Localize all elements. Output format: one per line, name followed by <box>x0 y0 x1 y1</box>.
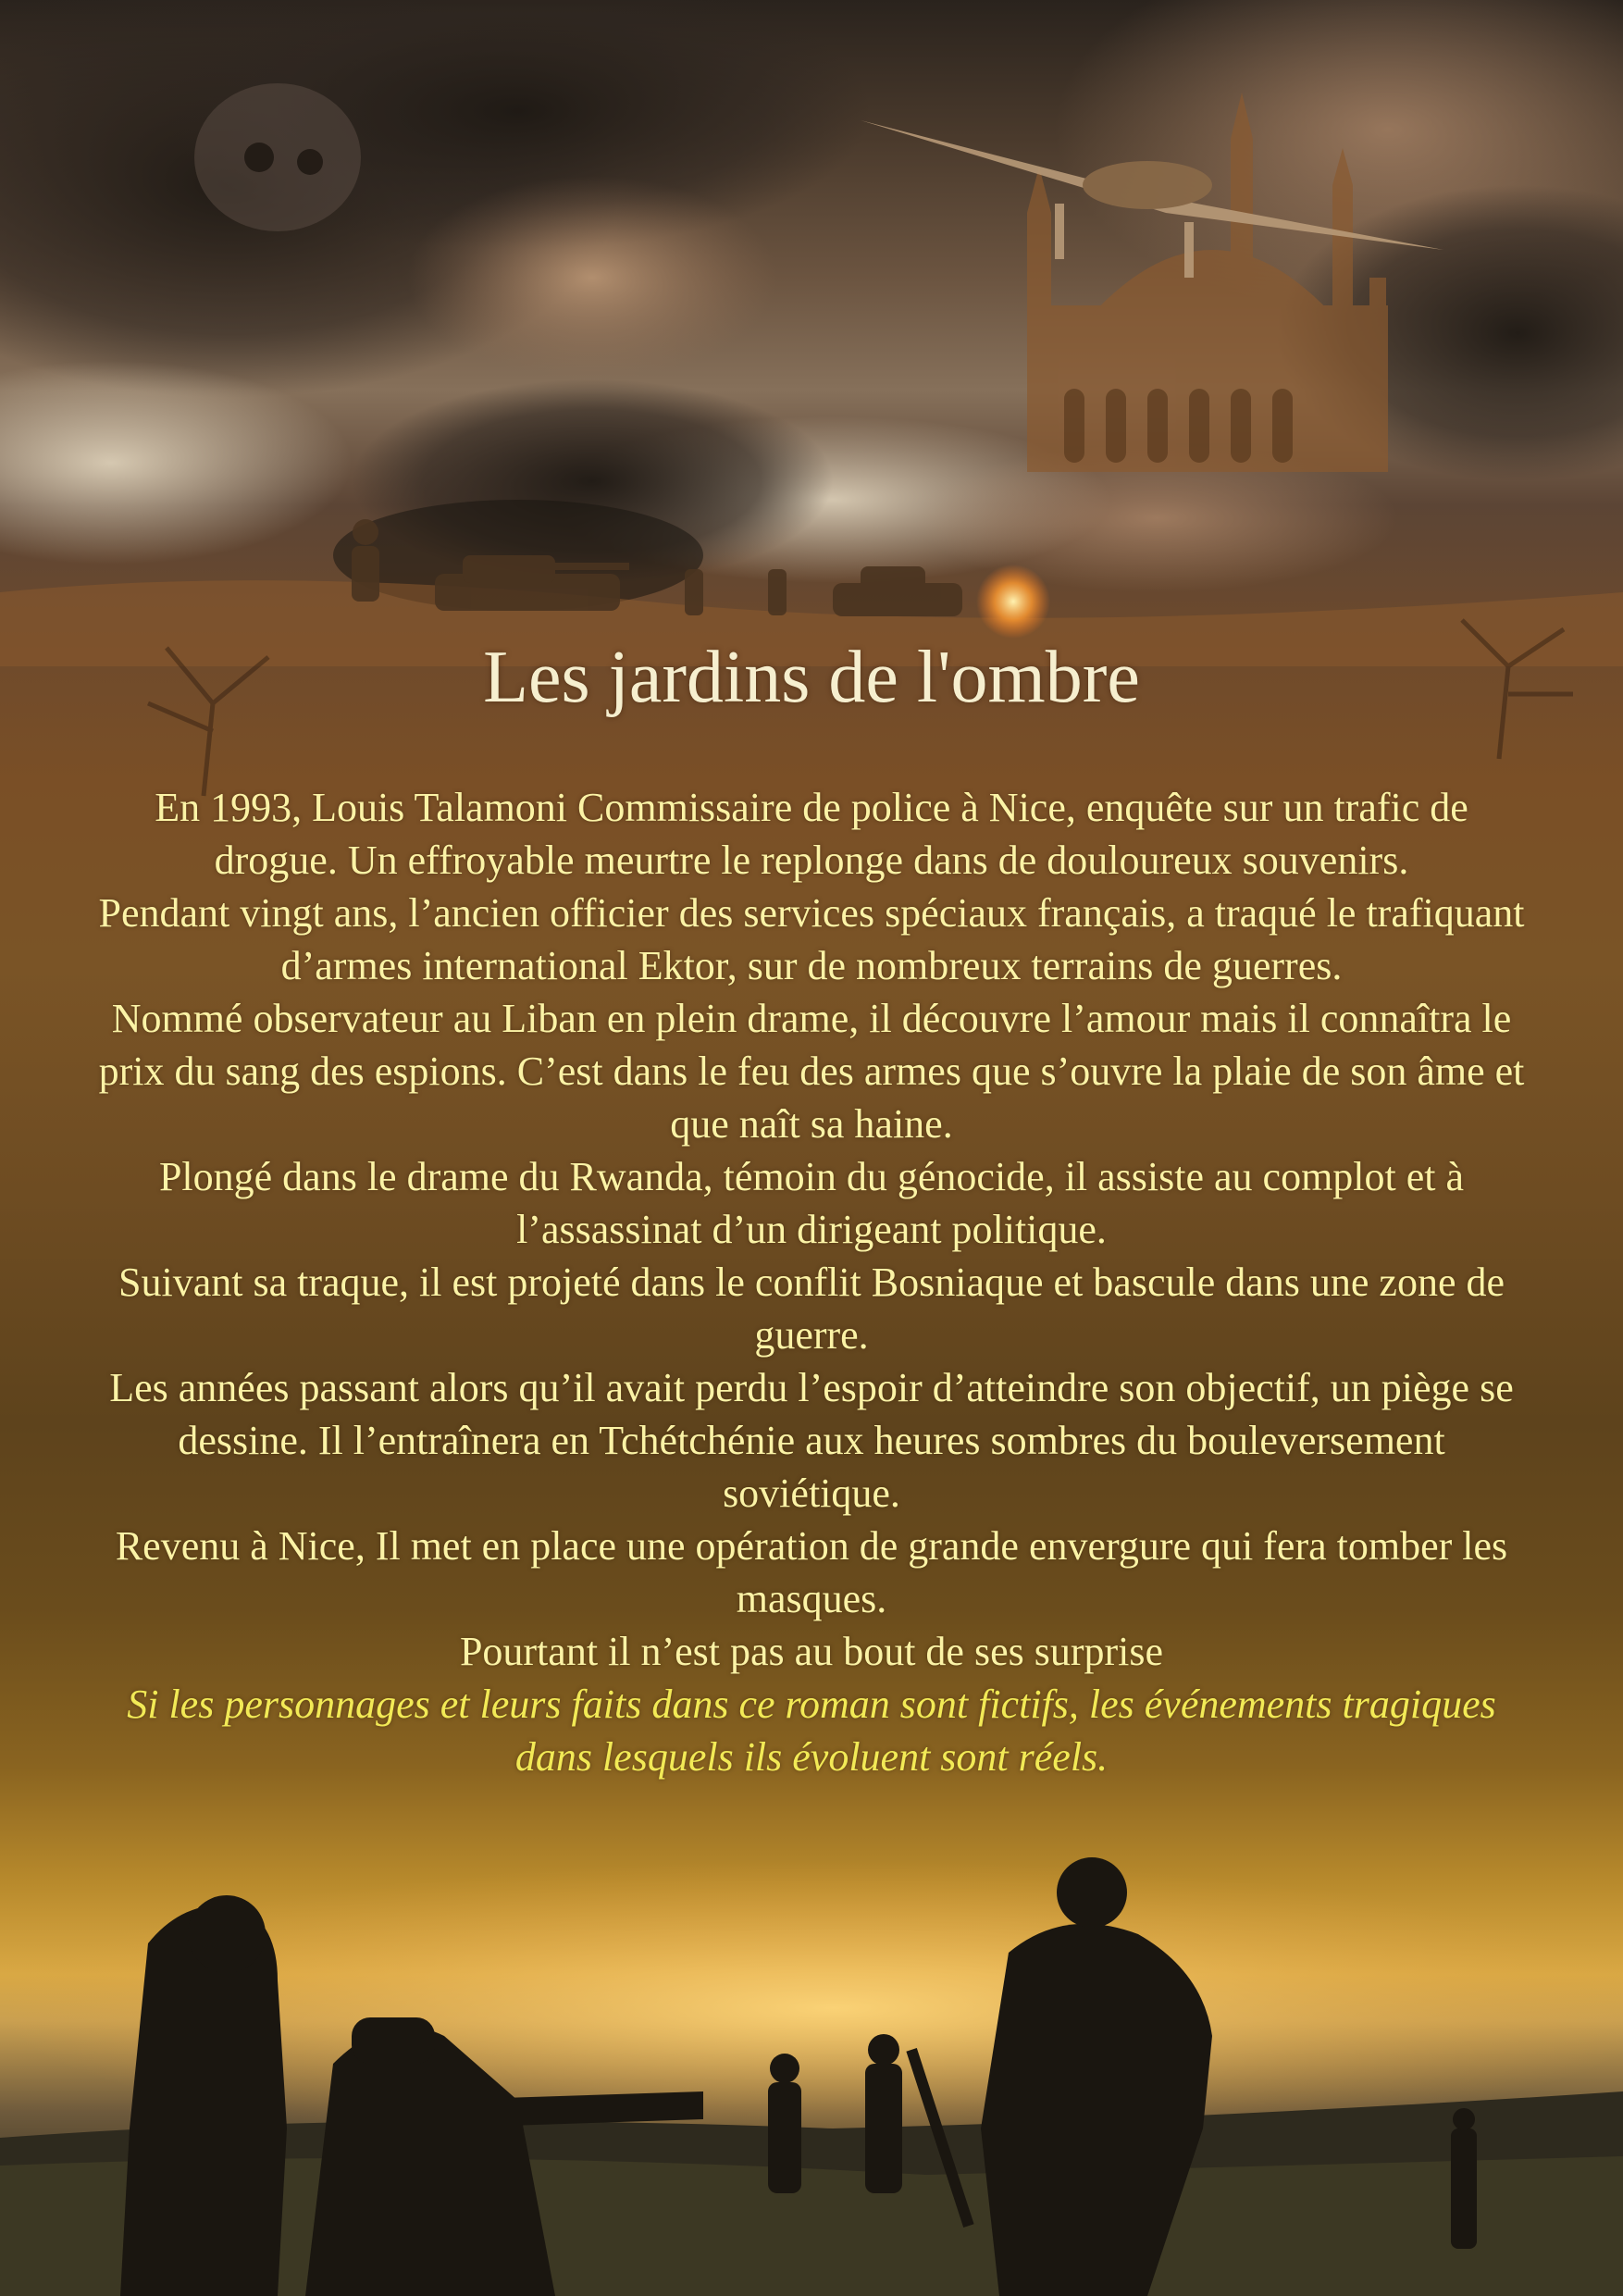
synopsis-paragraph: Revenu à Nice, Il met en place une opération de grande envergure qui fera tomber les masques. <box>115 1523 1508 1621</box>
synopsis-paragraph: En 1993, Louis Talamoni Commissaire de police à Nice, enquête sur un trafic de drogue. Un effroyable meurtre le replonge dans de douloureux souvenirs. <box>155 785 1468 883</box>
synopsis-paragraph: Pourtant il n’est pas au bout de ses surprise <box>459 1629 1164 1674</box>
synopsis-paragraph: Nommé observateur au Liban en plein drame, il découvre l’amour mais il connaîtra le prix du sang des espions. C’est dans le feu des armes que s’ouvre la plaie de son âme et que naît sa haine. <box>98 996 1525 1147</box>
synopsis <box>93 781 1530 1783</box>
synopsis-paragraph: Plongé dans le drame du Rwanda, témoin du génocide, il assiste au complot et à l’assassinat d’un dirigeant politique. <box>158 1154 1465 1252</box>
synopsis-paragraph: Suivant sa traque, il est projeté dans le conflit Bosniaque et bascule dans une zone de guerre. <box>118 1260 1505 1358</box>
fiction-disclaimer: Si les personnages et leurs faits dans ce roman sont fictifs, les événements tragiques dans lesquels ils évoluent sont réels. <box>127 1682 1496 1780</box>
book-title: Les jardins de l'ombre <box>483 637 1140 718</box>
synopsis-paragraph: Pendant vingt ans, l’ancien officier des services spéciaux français, a traqué le trafiquant d’armes international Ektor, sur de nombreux terrains de guerres. <box>98 890 1525 988</box>
synopsis-paragraph: Les années passant alors qu’il avait perdu l’espoir d’atteindre son objectif, un piège se dessine. Il l’entraînera en Tchétchénie aux heures sombres du bouleversement soviétique. <box>109 1365 1514 1516</box>
